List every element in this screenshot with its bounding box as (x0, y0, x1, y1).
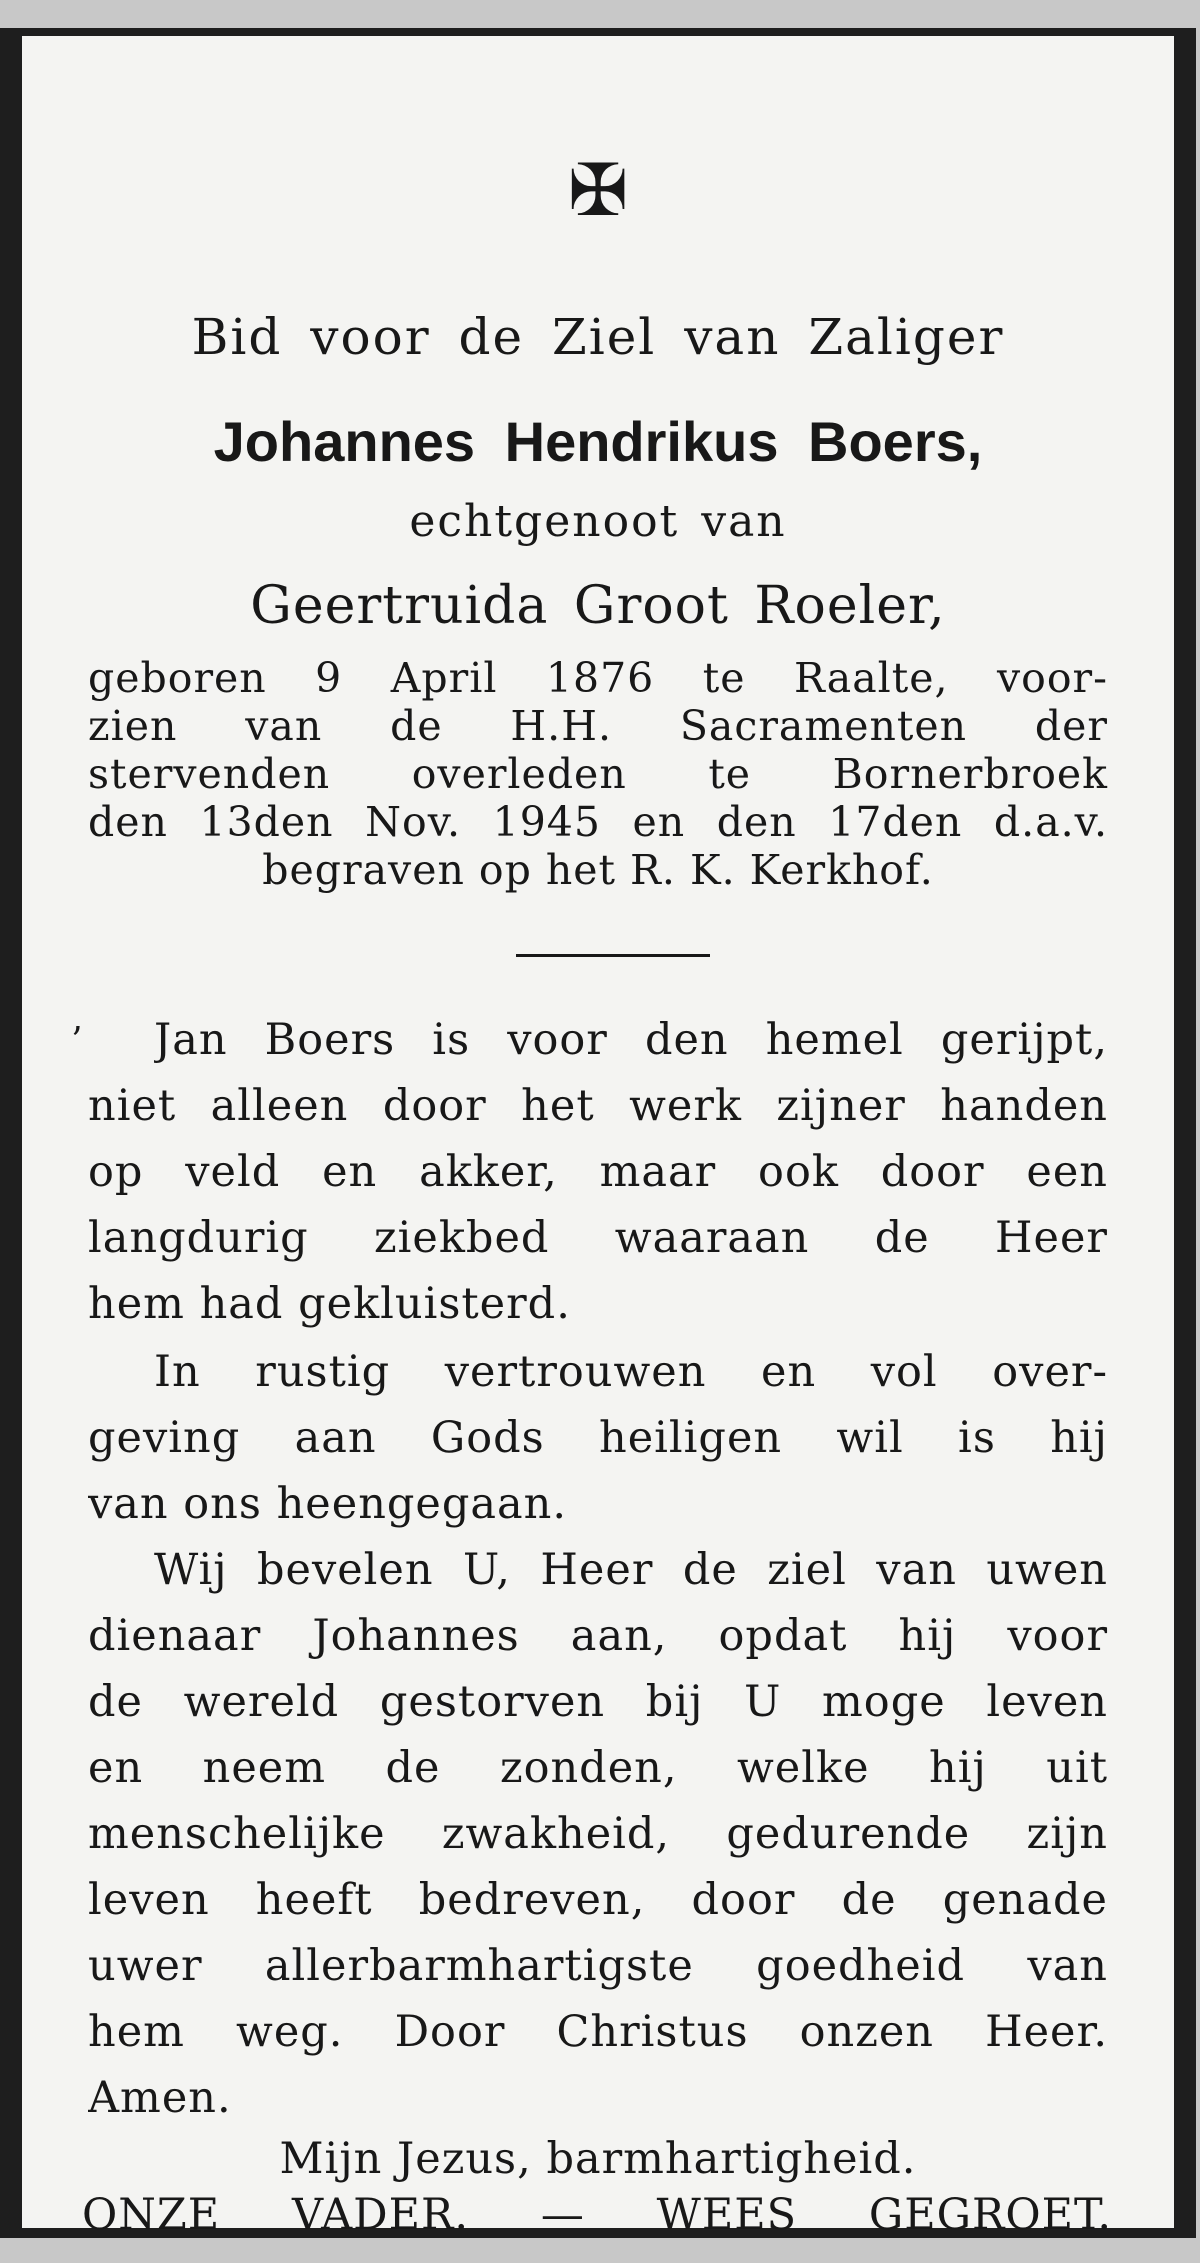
bio-line: den 13den Nov. 1945 en den 17den d.a.v. (88, 798, 1108, 846)
paragraph-3-line: leven heeft bedreven, door de genade (88, 1875, 1108, 1925)
paragraph-3-line: Wij bevelen U, Heer de ziel van uwen (154, 1545, 1108, 1595)
card-title: Bid voor de Ziel van Zaliger (191, 308, 1005, 366)
paragraph-1-line: Jan Boers is voor den hemel gerijpt, (154, 1015, 1108, 1065)
paragraph-1-line: langdurig ziekbed waaraan de Heer (88, 1213, 1108, 1263)
paragraph-3-line: dienaar Johannes aan, opdat hij voor (88, 1611, 1108, 1661)
prayer-line: ONZE VADER. — WEES GEGROET. (82, 2190, 1112, 2240)
paragraph-2-line: In rustig vertrouwen en vol over- (154, 1347, 1108, 1397)
spouse-name: Geertruida Groot Roeler, (250, 576, 946, 636)
paragraph-2-line: van ons heengegaan. (88, 1479, 568, 1529)
spouse-label: echtgenoot van (409, 496, 787, 547)
paragraph-1-line: niet alleen door het werk zijner handen (88, 1081, 1108, 1131)
deceased-name: Johannes Hendrikus Boers, (213, 410, 983, 473)
paragraph-3-line: en neem de zonden, welke hij uit (88, 1743, 1108, 1793)
bio-line: geboren 9 April 1876 te Raalte, voor- (88, 654, 1108, 702)
cross-icon: ✠ (567, 148, 629, 232)
paragraph-3-line: menschelijke zwakheid, gedurende zijn (88, 1809, 1108, 1859)
paragraph-2-line: geving aan Gods heiligen wil is hij (88, 1413, 1108, 1463)
divider-rule (516, 954, 710, 957)
paragraph-3-line: Amen. (88, 2073, 232, 2123)
paragraph-1-line: op veld en akker, maar ook door een (88, 1147, 1108, 1197)
invocation: Mijn Jezus, barmhartigheid. (279, 2134, 917, 2184)
bio-line: stervenden overleden te Bornerbroek (88, 750, 1108, 798)
paragraph-1-line: hem had gekluisterd. (88, 1279, 571, 1329)
paragraph-3-line: de wereld gestorven bij U moge leven (88, 1677, 1108, 1727)
paragraph-3-line: uwer allerbarmhartigste goedheid van (88, 1941, 1108, 1991)
paragraph-3-line: hem weg. Door Christus onzen Heer. (88, 2007, 1108, 2057)
bio-line: zien van de H.H. Sacramenten der (88, 702, 1108, 750)
stray-mark: ʼ (70, 1021, 82, 1062)
bio-line: begraven op het R. K. Kerkhof. (262, 846, 934, 894)
memorial-card (22, 36, 1174, 2240)
